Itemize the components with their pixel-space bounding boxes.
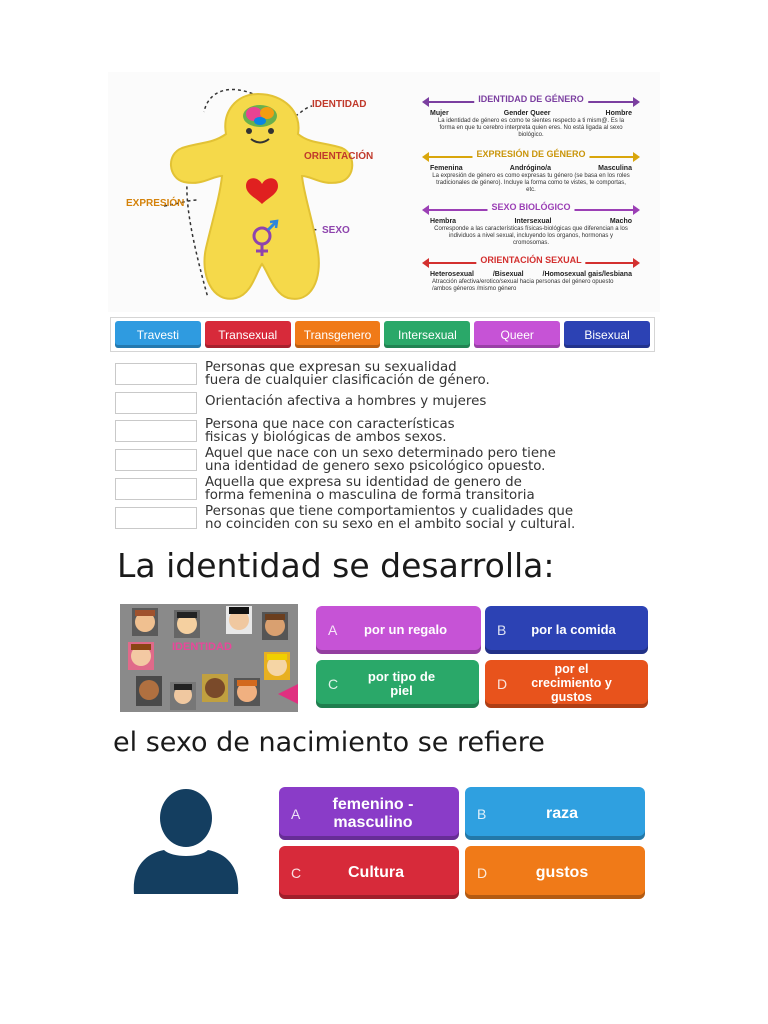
answer-text: por tipo de piel [367, 668, 436, 698]
spectrum-description: La expresión de género es como expresas tu género (se basa en los roles tradicionales de género). Incluye la forma como te vistes, te comportas, etc. [432, 173, 630, 193]
spectrum-end-right: Macho [609, 218, 632, 225]
tab-transexual[interactable]: Transexual [205, 321, 291, 348]
answer-drop-box[interactable] [115, 363, 197, 385]
answer-text: por la comida [531, 621, 616, 637]
answer-drop-box[interactable] [115, 420, 197, 442]
q1-answer-c-button[interactable] [316, 660, 479, 708]
answer-letter: C [291, 864, 302, 881]
tab-travesti[interactable]: Travesti [115, 321, 201, 348]
spectrum-end-left: Hembra [430, 218, 457, 225]
answer-letter: B [477, 805, 487, 822]
answer-letter: A [328, 622, 338, 638]
definition-row [115, 505, 595, 531]
spectrum-title: IDENTIDAD DE GÉNERO [474, 94, 588, 104]
answer-drop-box[interactable] [115, 449, 197, 471]
tab-transgenero[interactable]: Transgenero [295, 321, 381, 348]
q1-answer-a-button[interactable] [316, 606, 481, 654]
answer-letter: A [291, 805, 301, 822]
spectrum-expresion-genero [424, 149, 638, 194]
definition-row [115, 476, 595, 502]
answer-text: por el crecimiento y gustos [531, 662, 612, 704]
label-sexo: SEXO [322, 225, 350, 236]
spectrum-end-right: /Homosexual gais/lesbiana [542, 271, 632, 278]
q2-answer-d-button[interactable] [465, 846, 645, 899]
tab-bisexual[interactable]: Bisexual [564, 321, 650, 348]
spectrum-end-right: Masculina [598, 165, 632, 172]
spectrum-end-middle: Gender Queer [503, 110, 551, 117]
q2-answer-b-button[interactable] [465, 787, 645, 840]
definition-text: Personas que expresan su sexualidad fuera de cualquier clasificación de género. [205, 360, 490, 388]
spectrum-description: Corresponde a las características físicas-biológicas que diferencian a los individuos a nivel sexual, incluyendo los organos, hormonas y cromosomas. [434, 226, 628, 246]
identity-image-label: IDENTIDAD [172, 641, 232, 653]
identity-faces-image [120, 604, 298, 712]
spectrum-end-left: Heterosexual [430, 271, 474, 278]
answer-letter: C [328, 676, 339, 692]
answer-drop-box[interactable] [115, 392, 197, 414]
spectrum-title: EXPRESIÓN DE GÉNERO [472, 149, 589, 159]
person-icon [130, 788, 242, 896]
gender-infographic [108, 72, 660, 312]
definition-text: Orientación afectiva a hombres y mujeres [205, 394, 487, 409]
definition-row [115, 390, 595, 416]
q2-answer-c-button[interactable] [279, 846, 459, 899]
spectrum-identidad-genero [424, 94, 638, 139]
definition-text: Aquel que nace con un sexo determinado pero tiene una identidad de genero sexo psicológico opuesto. [205, 446, 556, 474]
definition-row [115, 418, 595, 444]
spectrum-end-left: Femenina [430, 165, 463, 172]
spectrum-end-middle: Andrógino/a [509, 165, 552, 172]
label-orientacion: ORIENTACIÓN [304, 151, 374, 162]
tab-intersexual[interactable]: Intersexual [384, 321, 470, 348]
spectrum-end-middle: Intersexual [514, 218, 552, 225]
question2-heading: el sexo de nacimiento se refiere [113, 727, 545, 758]
question1-heading: La identidad se desarrolla: [117, 546, 555, 585]
definition-row [115, 447, 595, 473]
spectrum-orientacion-sexual [424, 255, 638, 293]
q1-answer-b-button[interactable] [485, 606, 648, 654]
spectrum-title: ORIENTACIÓN SEXUAL [476, 255, 585, 265]
answer-text: Cultura [348, 863, 404, 881]
label-identidad: IDENTIDAD [312, 99, 367, 110]
spectrum-end-left: Mujer [430, 110, 449, 117]
q1-answer-d-button[interactable] [485, 660, 648, 708]
spectrum-end-middle: /Bisexual [492, 271, 524, 278]
answer-drop-box[interactable] [115, 478, 197, 500]
label-expresion: EXPRESIÓN [126, 198, 185, 209]
answer-text: por un regalo [363, 621, 448, 637]
spectrum-end-right: Hombre [605, 110, 632, 117]
answer-text: femenino - masculino [332, 795, 414, 831]
faces-illustration [120, 604, 298, 712]
spectrum-sexo-biologico [424, 202, 638, 247]
answer-text: gustos [535, 863, 589, 881]
definition-text: Personas que tiene comportamientos y cualidades que no coinciden con su sexo en el ambito social y cultural. [205, 504, 576, 532]
term-tab-bar [110, 317, 655, 352]
answer-letter: D [477, 864, 488, 881]
tab-queer[interactable]: Queer [474, 321, 560, 348]
answer-drop-box[interactable] [115, 507, 197, 529]
definition-text: Aquella que expresa su identidad de genero de forma femenina o masculina de forma transitoria [205, 475, 535, 503]
spectrum-description: Atracción afectiva/erotico/sexual hacia personas del género opuesto /ambos géneros /mismo género [432, 279, 614, 292]
definition-text: Persona que nace con características fisicas y biológicas de ambos sexos. [205, 417, 455, 445]
answer-letter: D [497, 676, 508, 692]
spectrum-description: La identidad de género es como te sientes respecto a ti mism@. Es la forma en que tu cerebro interpreta quien eres. No está ligada al sexo biológico. [437, 118, 625, 138]
q2-answer-a-button[interactable] [279, 787, 459, 840]
answer-text: raza [545, 804, 579, 822]
definition-row [115, 361, 595, 387]
answer-letter: B [497, 622, 507, 638]
spectrum-title: SEXO BIOLÓGICO [487, 202, 574, 212]
